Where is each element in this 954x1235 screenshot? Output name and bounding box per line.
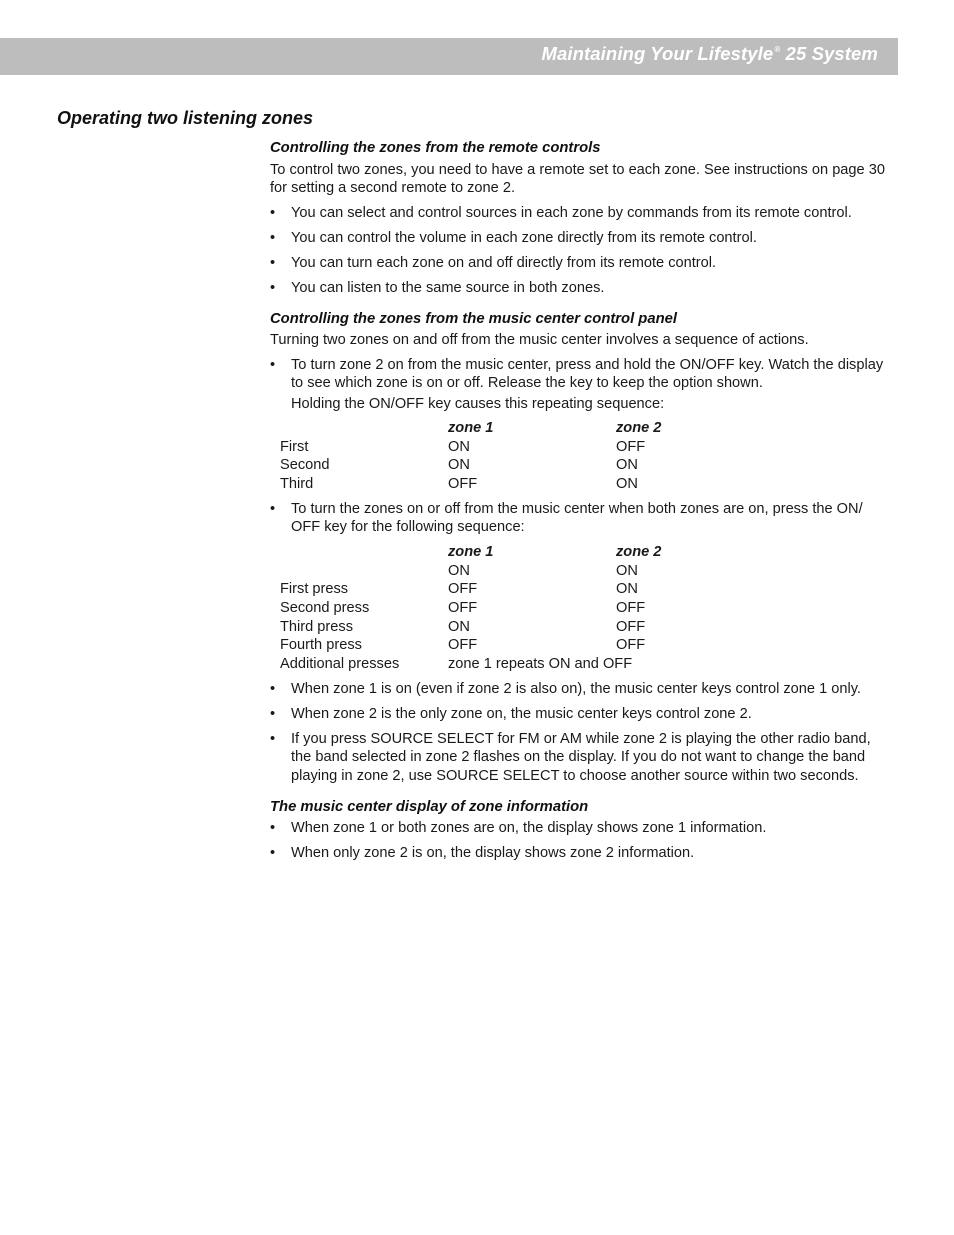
list-item	[270, 500, 892, 537]
bullet-icon: •	[270, 680, 276, 697]
display-bullets	[270, 819, 892, 863]
list-item	[270, 279, 892, 298]
zone2-state: OFF	[616, 637, 646, 654]
list-item	[270, 819, 892, 838]
zone1-state: ON	[448, 457, 470, 474]
row-label: Fourth press	[280, 637, 362, 654]
panel-bullets-2	[270, 500, 892, 537]
table-row	[280, 599, 736, 618]
table-row	[280, 438, 736, 457]
table-row	[280, 562, 736, 581]
table-header-row	[280, 543, 736, 562]
row-label: Second press	[280, 599, 370, 616]
row-label: Third	[280, 476, 314, 493]
list-item	[270, 680, 892, 699]
bullet-icon: •	[270, 204, 276, 221]
bullet-icon: •	[270, 356, 276, 373]
column-header-zone1: zone 1	[448, 543, 494, 560]
zone2-state: ON	[616, 562, 638, 579]
list-item-text: When only zone 2 is on, the display shows zone 2 information.	[291, 845, 695, 862]
panel-bullets	[270, 356, 892, 393]
header-bar	[0, 38, 898, 75]
column-header-zone1: zone 1	[448, 420, 494, 436]
bullet-icon: •	[270, 254, 276, 271]
list-item-text: You can control the volume in each zone directly from its remote control.	[291, 229, 757, 246]
row-label: Third press	[280, 618, 353, 635]
zone2-state: ON	[616, 581, 638, 598]
press-sequence-table	[280, 543, 736, 674]
zone1-state: OFF	[448, 476, 478, 493]
table-header-row	[280, 419, 736, 438]
column-header	[280, 419, 448, 438]
row-label: First press	[280, 581, 349, 598]
table-row	[280, 655, 736, 674]
zone2-state: ON	[616, 476, 638, 493]
zone1-state: ON	[448, 438, 470, 455]
list-item	[270, 229, 892, 248]
row-label: Second	[280, 457, 330, 474]
zone2-state: ON	[616, 457, 638, 474]
bullet-icon: •	[270, 820, 276, 837]
row-label: First	[280, 438, 309, 455]
list-item	[270, 730, 892, 786]
remote-intro: To control two zones, you need to have a remote set to each zone. See instructions on page 30 for setting a second remote to zone 2.	[270, 161, 885, 196]
remote-heading: Controlling the zones from the remote controls	[270, 140, 601, 156]
row-label: Additional presses	[280, 656, 400, 673]
row-label	[280, 562, 448, 581]
list-item	[270, 356, 892, 393]
table-row	[280, 636, 736, 655]
bullet-icon: •	[270, 500, 276, 517]
list-item-text: When zone 1 is on (even if zone 2 is also on), the music center keys control zone 1 only.	[291, 680, 861, 697]
zone2-state: OFF	[616, 438, 646, 455]
header-title-text: Maintaining Your Lifestyle	[541, 43, 774, 64]
bullet-icon: •	[270, 279, 276, 296]
bullet-icon: •	[270, 229, 276, 246]
zone1-state: ON	[448, 562, 470, 579]
display-heading: The music center display of zone information	[270, 798, 589, 815]
list-item	[270, 204, 892, 223]
list-item-text: To turn the zones on or off from the music center when both zones are on, press the ON/ OFF key for the following sequence:	[291, 500, 863, 536]
additional-presses-note: zone 1 repeats ON and OFF	[448, 656, 633, 673]
zone1-state: OFF	[448, 581, 478, 598]
zone1-state: OFF	[448, 599, 478, 616]
column-header-zone2: zone 2	[616, 420, 662, 436]
list-item	[270, 844, 892, 863]
registered-mark: ®	[774, 45, 781, 54]
main-content	[270, 139, 892, 869]
zone2-state: OFF	[616, 618, 646, 635]
section-title: Operating two listening zones	[57, 108, 314, 128]
remote-bullets	[270, 204, 892, 298]
panel-bullets-3	[270, 680, 892, 786]
column-header	[280, 543, 448, 562]
header-title-suffix: 25 System	[780, 43, 878, 64]
running-header	[541, 43, 878, 65]
bullet-icon: •	[270, 845, 276, 862]
list-item-text: You can turn each zone on and off directly from its remote control.	[291, 254, 717, 271]
table-row	[280, 456, 736, 475]
panel-heading: Controlling the zones from the music center control panel	[270, 310, 677, 327]
list-item-text: When zone 2 is the only zone on, the music center keys control zone 2.	[291, 705, 752, 722]
hold-sequence-table	[280, 419, 736, 494]
zone2-state: OFF	[616, 599, 646, 616]
zone1-state: OFF	[448, 637, 478, 654]
list-item-text: To turn zone 2 on from the music center, press and hold the ON/OFF key. Watch the display to see which zone is on or off. Release the key to keep the option shown.	[291, 356, 884, 391]
bullet-icon: •	[270, 705, 276, 722]
table-row	[280, 475, 736, 494]
list-item	[270, 254, 892, 273]
zone1-state: ON	[448, 618, 470, 635]
list-item-text: When zone 1 or both zones are on, the display shows zone 1 information.	[291, 820, 767, 837]
bullet-icon: •	[270, 730, 276, 747]
list-item	[270, 705, 892, 724]
table-row	[280, 580, 736, 599]
table-row	[280, 618, 736, 637]
list-item-text: If you press SOURCE SELECT for FM or AM while zone 2 is playing the other radio band, the band selected in zone 2 flashes on the display. If you do not want to change the band playing in zone 2, use SOURCE SELECT to choose another source within two seconds.	[291, 730, 871, 784]
hold-note: Holding the ON/OFF key causes this repeating sequence:	[291, 395, 665, 412]
column-header-zone2: zone 2	[616, 543, 662, 560]
list-item-text: You can listen to the same source in both zones.	[291, 279, 605, 296]
panel-intro: Turning two zones on and off from the music center involves a sequence of actions.	[270, 332, 809, 348]
list-item-text: You can select and control sources in each zone by commands from its remote control.	[291, 204, 852, 221]
